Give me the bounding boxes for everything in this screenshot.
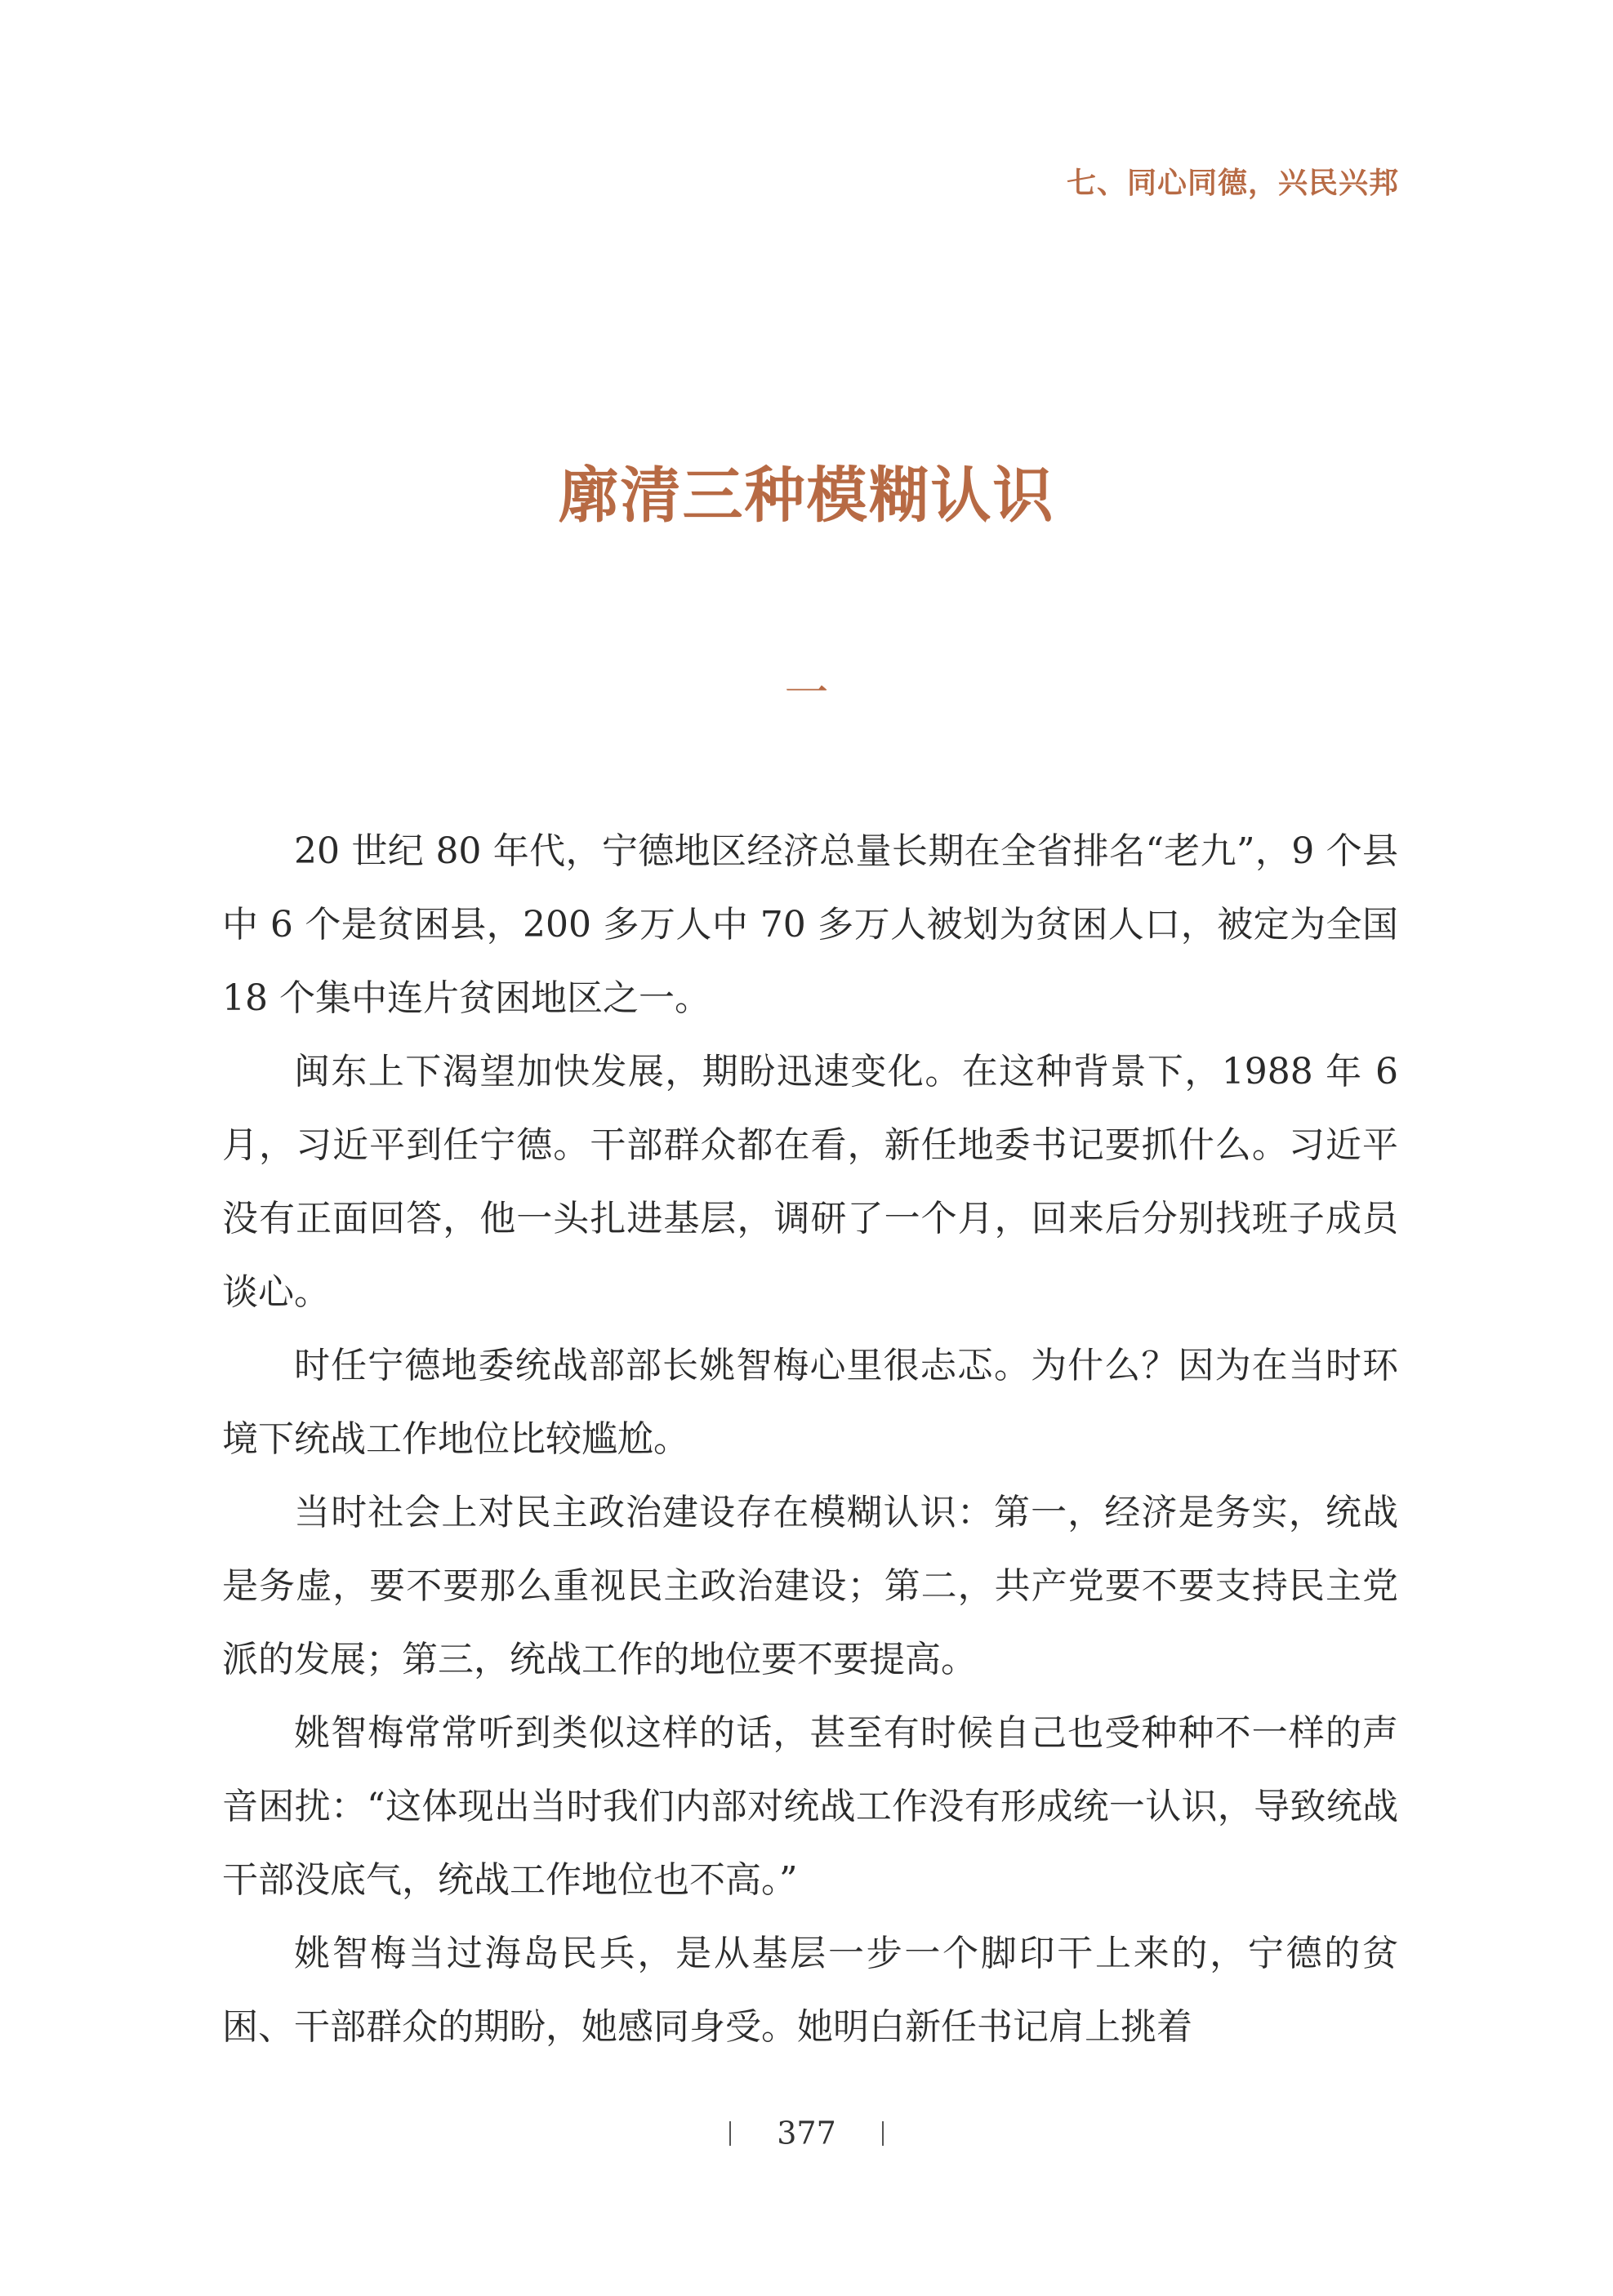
article-body	[222, 815, 1398, 2064]
section-number: 一	[784, 667, 829, 719]
folio-divider-right	[882, 2121, 884, 2146]
paragraph: 姚智梅常常听到类似这样的话，甚至有时候自己也受种种不一样的声音困扰：“这体现出当时我们内部对统战工作没有形成统一认识，导致统战干部没底气，统战工作地位也不高。”	[222, 1712, 1398, 1901]
folio-divider-left	[729, 2121, 731, 2146]
paragraph: 时任宁德地委统战部部长姚智梅心里很忐忑。为什么？因为在当时环境下统战工作地位比较尴尬。	[222, 1345, 1398, 1460]
page-footer	[0, 2112, 1613, 2151]
page-title: 廓清三种模糊认识	[558, 461, 1055, 531]
paragraph: 闽东上下渴望加快发展，期盼迅速变化。在这种背景下，1988 年 6 月，习近平到任宁德。干部群众都在看，新任地委书记要抓什么。习近平没有正面回答，他一头扎进基层，调研了一个月，回来后分别找班子成员谈心。	[222, 1051, 1398, 1313]
paragraph: 20 世纪 80 年代，宁德地区经济总量长期在全省排名“老九”，9 个县中 6 个是贫困县，200 多万人中 70 多万人被划为贫困人口，被定为全国 18 个集中连片贫困地区之一。	[222, 830, 1398, 1019]
running-head: 七、同心同德，兴民兴邦	[1066, 166, 1399, 200]
paragraph: 当时社会上对民主政治建设存在模糊认识：第一，经济是务实，统战是务虚，要不要那么重视民主政治建设；第二，共产党要不要支持民主党派的发展；第三，统战工作的地位要不要提高。	[222, 1492, 1398, 1680]
page-number: 377	[777, 2115, 836, 2151]
paragraph: 姚智梅当过海岛民兵，是从基层一步一个脚印干上来的，宁德的贫困、干部群众的期盼，她感同身受。她明白新任书记肩上挑着	[222, 1933, 1398, 2048]
